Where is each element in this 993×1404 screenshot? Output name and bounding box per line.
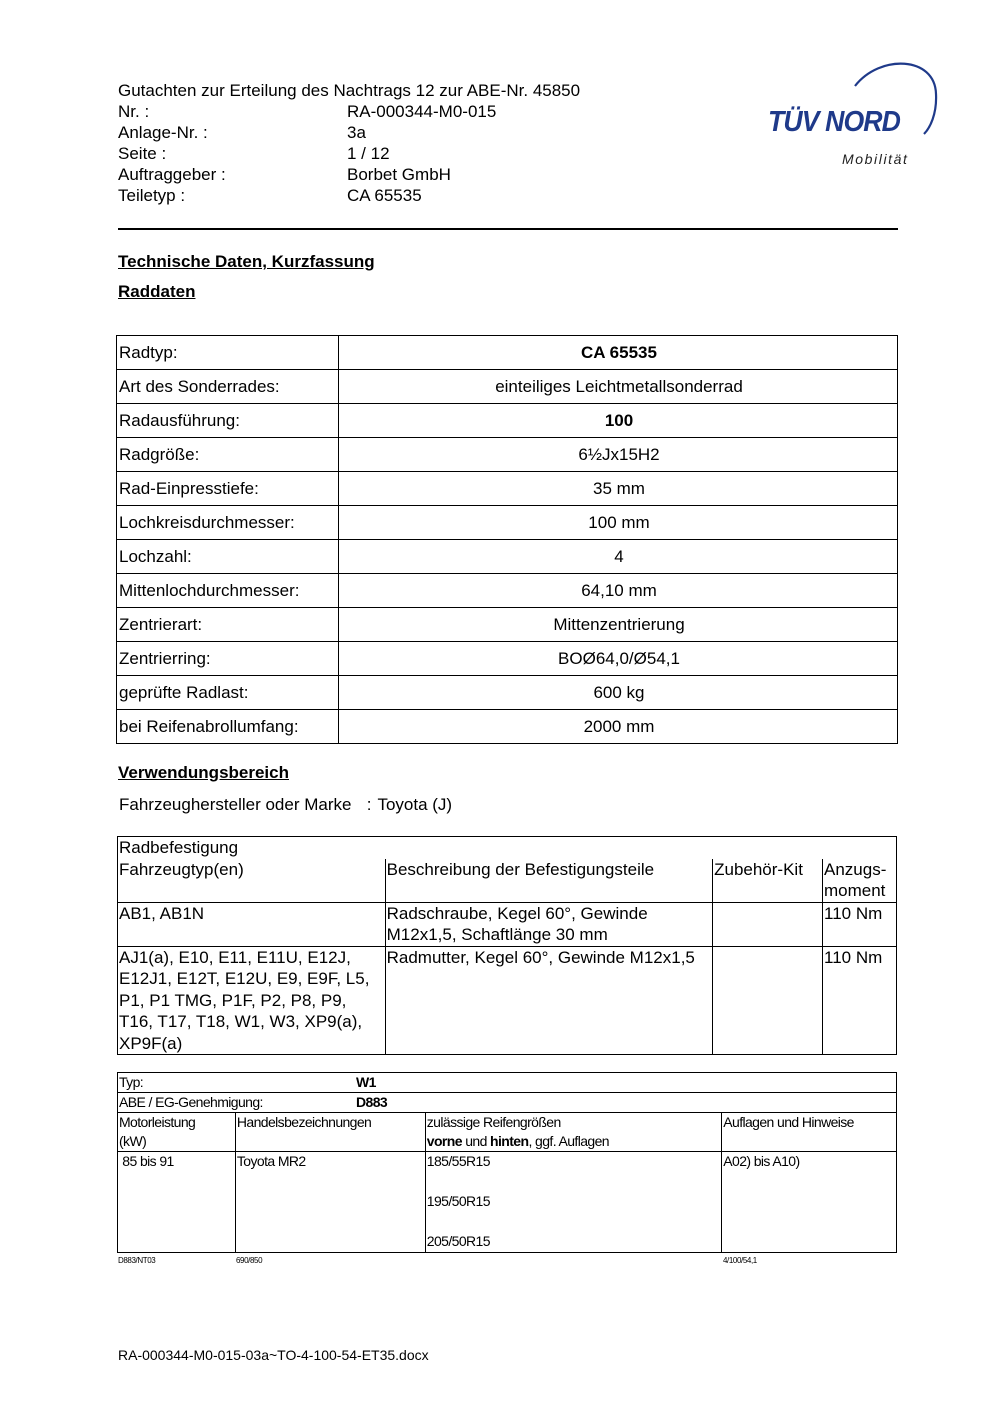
marke-line bbox=[119, 795, 452, 815]
raddaten-label: Mittenlochdurchmesser: bbox=[117, 574, 339, 608]
typ-header-row bbox=[118, 1113, 897, 1152]
logo-subtitle: Mobilität bbox=[842, 151, 909, 167]
typ-cell bbox=[118, 1073, 897, 1093]
header-cell-fahrzeugtyp: Fahrzeugtyp(en) bbox=[118, 859, 386, 903]
cell-handelsbezeichnung: Toyota MR2 bbox=[235, 1152, 425, 1253]
header-field-nr bbox=[118, 101, 580, 122]
header-cell-auflagen: Auflagen und Hinweise bbox=[722, 1113, 897, 1152]
abe-value: D883 bbox=[356, 1094, 388, 1110]
radbefestigung-title: Radbefestigung bbox=[118, 837, 897, 859]
reifen-header-und: und bbox=[461, 1133, 491, 1149]
tire-size: 185/55R15 bbox=[426, 1153, 490, 1169]
table-row bbox=[117, 336, 898, 370]
raddaten-value: 35 mm bbox=[339, 472, 898, 506]
header-field-label: Seite : bbox=[118, 144, 167, 163]
cell-beschreibung: Radmutter, Kegel 60°, Gewinde M12x1,5 bbox=[385, 946, 712, 1055]
code-gewicht: 690/850 bbox=[236, 1256, 263, 1265]
cell-auflagen: A02) bis A10) bbox=[722, 1152, 897, 1253]
raddaten-value: einteiliges Leichtmetallsonderrad bbox=[339, 370, 898, 404]
verwendung-title: Verwendungsbereich bbox=[118, 763, 289, 782]
typ-label: Typ: bbox=[119, 1074, 144, 1090]
code-anschluss: 4/100/54,1 bbox=[723, 1256, 757, 1265]
header-field-label: Anlage-Nr. : bbox=[118, 123, 208, 142]
table-row bbox=[118, 902, 897, 946]
raddaten-label: Zentrierart: bbox=[117, 608, 339, 642]
marke-value: Toyota (J) bbox=[377, 795, 453, 814]
cell-reifengroessen bbox=[425, 1152, 721, 1253]
header-cell-zubehoer: Zubehör-Kit bbox=[713, 859, 823, 903]
typ-table bbox=[117, 1072, 897, 1253]
cell-fahrzeugtypen: AB1, AB1N bbox=[118, 902, 386, 946]
raddaten-value: Mittenzentrierung bbox=[339, 608, 898, 642]
raddaten-value: 6½Jx15H2 bbox=[339, 438, 898, 472]
tire-size: 205/50R15 bbox=[426, 1233, 490, 1249]
table-row bbox=[117, 438, 898, 472]
header-field-value: 3a bbox=[347, 123, 366, 142]
cell-beschreibung: Radschraube, Kegel 60°, Gewinde M12x1,5, Schaftlänge 30 mm bbox=[385, 902, 712, 946]
table-row bbox=[117, 710, 898, 744]
logo-brand: TÜV NORD bbox=[768, 106, 900, 138]
header-cell-anzugsmoment: Anzugs- moment bbox=[823, 859, 897, 903]
abe-row bbox=[118, 1093, 897, 1113]
raddaten-value: CA 65535 bbox=[339, 336, 898, 370]
table-row bbox=[117, 676, 898, 710]
typ-row bbox=[118, 1073, 897, 1093]
header-field-seite bbox=[118, 143, 580, 164]
table-row bbox=[117, 472, 898, 506]
raddaten-label: Rad-Einpresstiefe: bbox=[117, 472, 339, 506]
raddaten-label: Lochzahl: bbox=[117, 540, 339, 574]
header-cell-motorleistung: Motorleistung (kW) bbox=[118, 1113, 236, 1152]
section-title: Technische Daten, Kurzfassung bbox=[118, 252, 375, 271]
document-header bbox=[118, 80, 580, 206]
reifen-header-vorne: vorne bbox=[426, 1133, 462, 1149]
raddaten-table bbox=[116, 335, 898, 744]
table-row bbox=[117, 608, 898, 642]
cell-anzugsmoment: 110 Nm bbox=[823, 902, 897, 946]
table-row bbox=[117, 404, 898, 438]
header-field-value: Borbet GmbH bbox=[347, 165, 451, 184]
typ-value: W1 bbox=[356, 1074, 376, 1090]
reifen-header-hinten: hinten bbox=[490, 1133, 529, 1149]
raddaten-value: 4 bbox=[339, 540, 898, 574]
raddaten-label: geprüfte Radlast: bbox=[117, 676, 339, 710]
table-row bbox=[117, 540, 898, 574]
cell-zubehoer bbox=[713, 946, 823, 1055]
header-field-auftraggeber bbox=[118, 164, 580, 185]
code-kba: D883/NT03 bbox=[118, 1256, 156, 1265]
raddaten-value: 2000 mm bbox=[339, 710, 898, 744]
raddaten-value: BOØ64,0/Ø54,1 bbox=[339, 642, 898, 676]
raddaten-value: 600 kg bbox=[339, 676, 898, 710]
cell-zubehoer bbox=[713, 902, 823, 946]
table-row bbox=[117, 574, 898, 608]
cell-anzugsmoment: 110 Nm bbox=[823, 946, 897, 1055]
tuev-nord-logo bbox=[760, 56, 945, 172]
raddaten-value: 100 mm bbox=[339, 506, 898, 540]
raddaten-label: Radtyp: bbox=[117, 336, 339, 370]
header-field-anlage bbox=[118, 122, 580, 143]
table-row bbox=[117, 642, 898, 676]
raddaten-title: Raddaten bbox=[118, 282, 196, 301]
tire-size: 195/50R15 bbox=[426, 1193, 490, 1209]
header-cell-beschreibung: Beschreibung der Befestigungsteile bbox=[385, 859, 712, 903]
reifen-header-rest: , ggf. Auflagen bbox=[528, 1133, 609, 1149]
table-title-row bbox=[118, 837, 897, 859]
radbefestigung-table bbox=[117, 836, 897, 1055]
raddaten-label: Radausführung: bbox=[117, 404, 339, 438]
raddaten-label: Radgröße: bbox=[117, 438, 339, 472]
header-field-value: 1 / 12 bbox=[347, 144, 390, 163]
raddaten-value: 64,10 mm bbox=[339, 574, 898, 608]
header-field-label: Nr. : bbox=[118, 102, 150, 121]
header-divider bbox=[118, 228, 898, 230]
header-field-label: Teiletyp : bbox=[118, 186, 186, 205]
table-header-row bbox=[118, 859, 897, 903]
header-field-teiletyp bbox=[118, 185, 580, 206]
table-row bbox=[117, 370, 898, 404]
document-title: Gutachten zur Erteilung des Nachtrags 12 zur ABE-Nr. 45850 bbox=[118, 81, 581, 100]
header-cell-reifengroessen bbox=[425, 1113, 721, 1152]
marke-colon: : bbox=[366, 795, 372, 814]
table-row bbox=[118, 946, 897, 1055]
raddaten-label: bei Reifenabrollumfang: bbox=[117, 710, 339, 744]
header-field-value: CA 65535 bbox=[347, 186, 422, 205]
marke-label: Fahrzeughersteller oder Marke bbox=[119, 795, 352, 814]
typ-data-row bbox=[118, 1152, 897, 1253]
raddaten-label: Art des Sonderrades: bbox=[117, 370, 339, 404]
cell-fahrzeugtypen: AJ1(a), E10, E11, E11U, E12J, E12J1, E12T, E12U, E9, E9F, L5, P1, P1 TMG, P1F, P2, P8, P9, T16, T17, T18, W1, W3, XP9(a), XP9F(a) bbox=[118, 946, 386, 1055]
raddaten-label: Lochkreisdurchmesser: bbox=[117, 506, 339, 540]
raddaten-value: 100 bbox=[339, 404, 898, 438]
header-field-label: Auftraggeber : bbox=[118, 165, 226, 184]
footer-filename: RA-000344-M0-015-03a~TO-4-100-54-ET35.docx bbox=[118, 1347, 429, 1363]
reifen-header-line1: zulässige Reifengrößen bbox=[426, 1114, 561, 1130]
abe-cell bbox=[118, 1093, 897, 1113]
header-field-value: RA-000344-M0-015 bbox=[347, 102, 497, 121]
raddaten-label: Zentrierring: bbox=[117, 642, 339, 676]
header-cell-handelsbezeichnungen: Handelsbezeichnungen bbox=[235, 1113, 425, 1152]
abe-label: ABE / EG-Genehmigung: bbox=[119, 1094, 263, 1110]
table-row bbox=[117, 506, 898, 540]
cell-motorleistung: 85 bis 91 bbox=[118, 1152, 236, 1253]
